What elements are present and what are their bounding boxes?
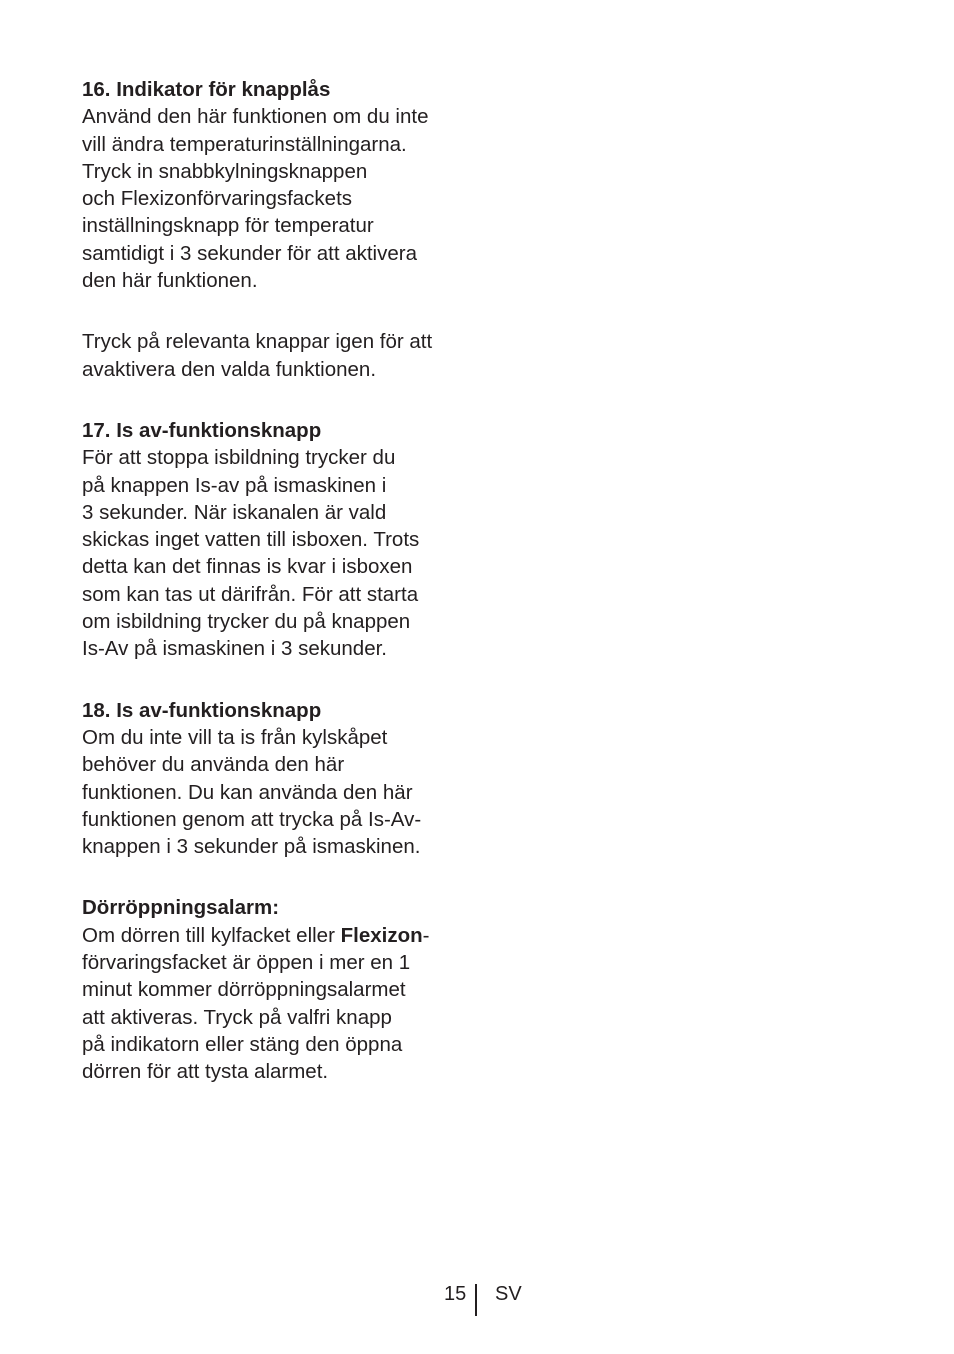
body-line: skickas inget vatten till isboxen. Trots [82, 528, 420, 552]
body-line: Is-Av på ismaskinen i 3 sekunder. [82, 637, 387, 661]
body-line: på indikatorn eller stäng den öppna [82, 1032, 403, 1056]
body-text: - [422, 923, 430, 947]
body-line: som kan tas ut därifrån. För att starta [82, 582, 419, 606]
body-line: dörren för att tysta alarmet. [82, 1060, 329, 1084]
body-line: avaktivera den valda funktionen. [82, 357, 377, 381]
section-ice-off-button-17 [82, 417, 482, 663]
body-line: För att stoppa isbildning trycker du [82, 446, 396, 470]
body-line: den här funktionen. [82, 269, 258, 293]
body-line: om isbildning trycker du på knappen [82, 610, 411, 634]
body-line: Tryck in snabbkylningsknappen [82, 159, 368, 183]
body-line: förvaringsfacket är öppen i mer en 1 [82, 951, 411, 975]
section-key-lock-indicator [82, 76, 482, 383]
body-line: minut kommer dörröppningsalarmet [82, 978, 406, 1002]
section-door-open-alarm [82, 894, 482, 1085]
body-line: Använd den här funktionen om du inte [82, 105, 429, 129]
body-line: samtidigt i 3 sekunder för att aktivera [82, 241, 417, 265]
footer-divider [475, 1284, 477, 1316]
body-line: 3 sekunder. När iskanalen är vald [82, 500, 387, 524]
body-line: Tryck på relevanta knappar igen för att [82, 330, 433, 354]
body-line: funktionen genom att trycka på Is-Av- [82, 807, 422, 831]
page-number: 15 [444, 1283, 467, 1305]
body-line: knappen i 3 sekunder på ismaskinen. [82, 835, 421, 859]
body-line: på knappen Is-av på ismaskinen i [82, 473, 387, 497]
body-line: och Flexizonförvaringsfackets [82, 187, 353, 211]
body-line: Om du inte vill ta is från kylskåpet [82, 725, 388, 749]
flexizon-emphasis: Flexizon [340, 923, 423, 947]
section-heading: 17. Is av-funktionsknapp [82, 418, 322, 442]
body-line: att aktiveras. Tryck på valfri knapp [82, 1005, 392, 1029]
section-heading: 18. Is av-funktionsknapp [82, 698, 322, 722]
body-line [82, 922, 482, 949]
language-code: SV [495, 1283, 522, 1305]
document-body [82, 76, 482, 1120]
section-ice-off-button-18 [82, 697, 482, 861]
body-line: funktionen. Du kan använda den här [82, 780, 413, 804]
body-line: vill ändra temperaturinställningarna. [82, 132, 407, 156]
paragraph-gap [82, 294, 482, 328]
section-heading: Dörröppningsalarm: [82, 896, 280, 920]
body-text: Om dörren till kylfacket eller [82, 923, 341, 947]
section-heading: 16. Indikator för knapplås [82, 78, 331, 101]
body-line: detta kan det finnas is kvar i isboxen [82, 555, 413, 579]
body-line: inställningsknapp för temperatur [82, 214, 374, 238]
body-line: behöver du använda den här [82, 753, 345, 777]
